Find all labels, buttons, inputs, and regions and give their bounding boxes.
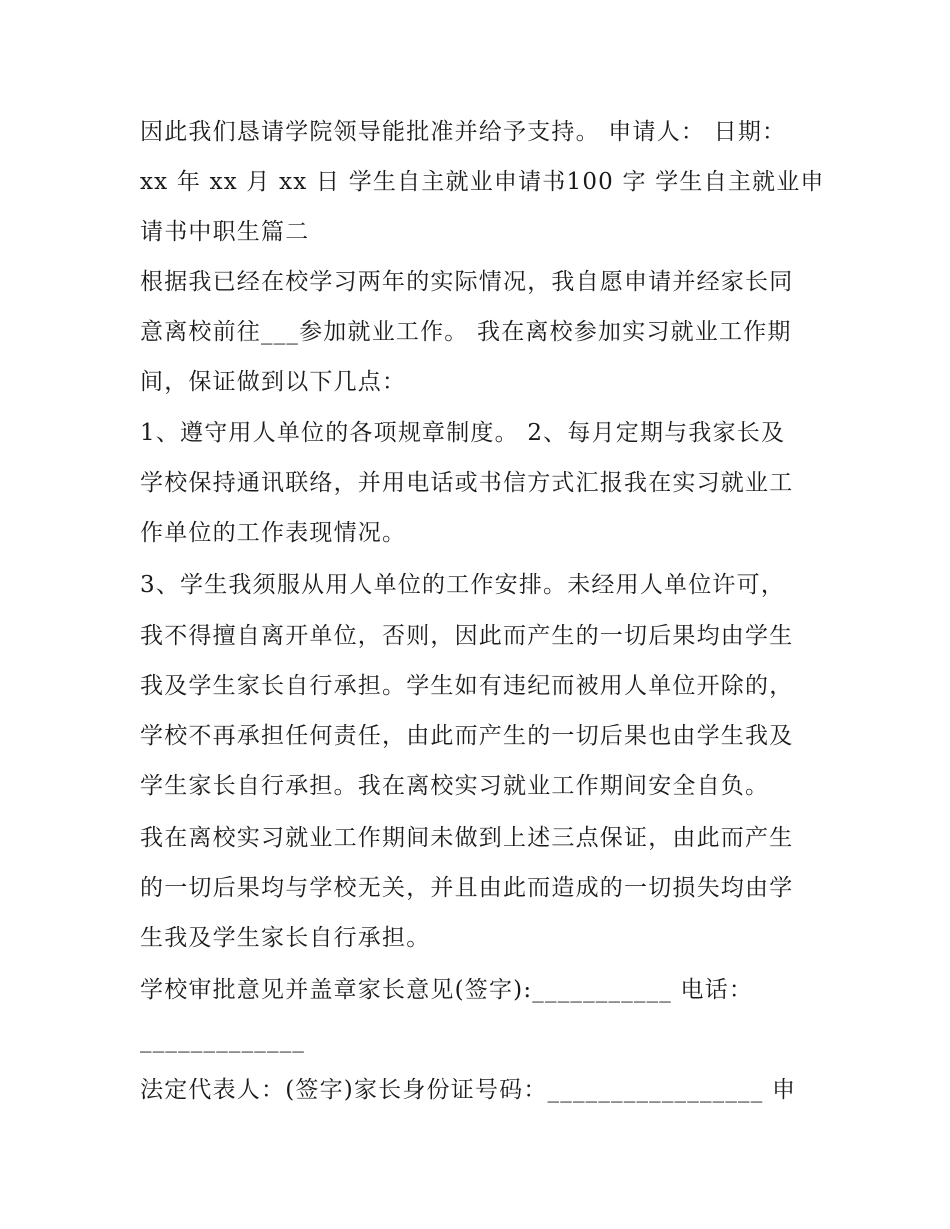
text-line: 请书中职生篇二 <box>140 219 310 245</box>
text-line: 我不得擅自离开单位，否则，因此而产生的一切后果均由学生 <box>140 623 794 649</box>
text-line: 根据我已经在校学习两年的实际情况，我自愿申请并经家长同 <box>140 269 794 295</box>
text-line: 学校保持通讯联络，并用电话或书信方式汇报我在实习就业工 <box>140 470 794 496</box>
text-line: 学校审批意见并盖章家长意见(签字):___________ 电话： <box>140 977 754 1003</box>
text-line: 1、遵守用人单位的各项规章制度。 2、每月定期与我家长及 <box>140 420 786 446</box>
text-line: xx 年 xx 月 xx 日 学生自主就业申请书100 字 学生自主就业申 <box>140 169 825 195</box>
text-line: 意离校前往___参加就业工作。 我在离校参加实习就业工作期 <box>140 319 792 345</box>
text-line: 学校不再承担任何责任，由此而产生的一切后果也由学生我及 <box>140 723 794 749</box>
text-line: 生我及学生家长自行承担。 <box>140 925 431 951</box>
text-line: 的一切后果均与学校无关，并且由此而造成的一切损失均由学 <box>140 875 794 901</box>
text-line: 我及学生家长自行承担。学生如有违纪而被用人单位开除的， <box>140 673 794 699</box>
text-line: 法定代表人：(签字)家长身份证号码：_________________ 申 <box>140 1077 797 1103</box>
text-line: 因此我们恳请学院领导能批准并给予支持。 申请人： 日期： <box>140 119 787 145</box>
text-line: 我在离校实习就业工作期间未做到上述三点保证，由此而产生 <box>140 825 794 851</box>
text-line: 学生家长自行承担。我在离校实习就业工作期间安全自负。 <box>140 773 770 799</box>
text-line: _____________ <box>140 1027 306 1053</box>
text-line: 间，保证做到以下几点： <box>140 369 407 395</box>
text-line: 作单位的工作表现情况。 <box>140 520 407 546</box>
text-line: 3、学生我须服从用人单位的工作安排。未经用人单位许可， <box>140 572 786 598</box>
